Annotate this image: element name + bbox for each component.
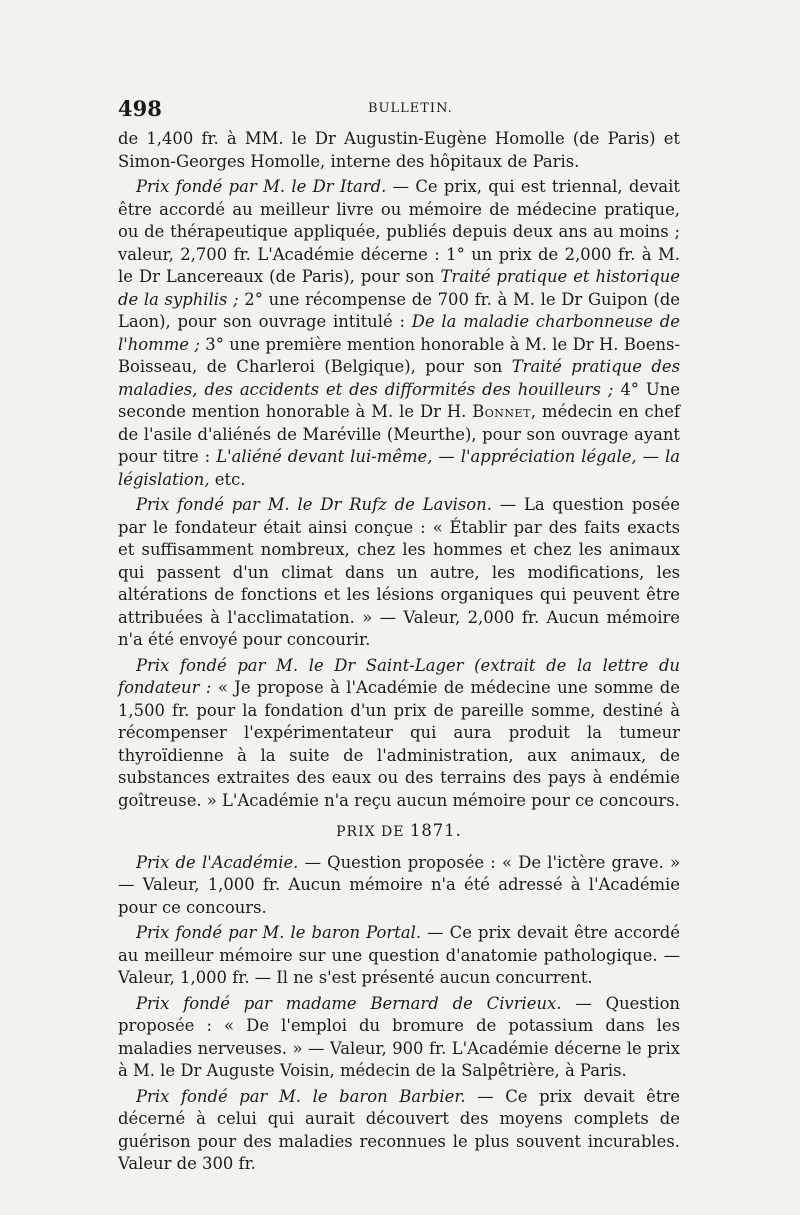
- section-heading: [118, 820, 680, 844]
- italic-text: L'aliéné devant lui-même, — l'appréciation légale, — la législation,: [118, 447, 681, 489]
- paragraph: [118, 852, 680, 920]
- section-heading-label: PRIX DE: [336, 824, 405, 840]
- smallcaps-text: Bonnet: [472, 402, 531, 421]
- paragraph: [118, 128, 680, 173]
- paragraph: [118, 655, 680, 813]
- text-segment: — Ce prix devait être accordé au meilleur mémoire sur une question d'anatomie pathologique. — Valeur, 1,000 fr. — Il ne s'est présenté aucun concurrent.: [118, 923, 680, 987]
- text-segment: — La question posée par le fondateur était ainsi conçue : « Établir par des faits exacts et suffisamment nombreux, chez les hommes et chez les animaux qui passent d'un climat dans un autre, les modifications, les altérations de fonctions et les lésions organiques qui peuvent être attribuées à l'acclimatation. » — Valeur, 2,000 fr. Aucun mémoire n'a été envoyé pour concourir.: [118, 495, 680, 649]
- text-segment: — Question proposée : « De l'ictère grave. » — Valeur, 1,000 fr. Aucun mémoire n'a été adressé à l'Académie pour ce concours.: [118, 852, 680, 917]
- paragraph: [118, 494, 680, 652]
- italic-text: Traité pratique des maladies, des accidents et des difformités des houilleurs ;: [118, 357, 680, 399]
- italic-text: Prix fondé par M. le baron Barbier.: [136, 1086, 466, 1106]
- text-segment: « Je propose à l'Académie de médecine une somme de 1,500 fr. pour la fondation d'un prix de pareille somme, destiné à récompenser l'expérimentateur qui aura produit la tumeur thyroïdienne à la suite de l'administration, aux animaux, de substances extraites des eaux ou des terrains des pays à endémie goîtreuse. » L'Académie n'a reçu aucun mémoire pour ce concours.: [118, 678, 680, 810]
- paragraph: [118, 993, 680, 1083]
- text-segment: — Question proposée : « De l'emploi du bromure de potassium dans les maladies nerveuses. » — Valeur, 900 fr. L'Académie décerne le prix à M. le Dr Auguste Voisin, médecin de la Salpêtrière, à Paris.: [118, 993, 680, 1080]
- italic-text: Prix fondé par M. le Dr Saint-Lager (extrait de la lettre du fondateur :: [118, 655, 680, 697]
- text-segment: 4° Une seconde mention honorable à M. le Dr H.: [118, 379, 680, 421]
- text-segment: — Ce prix devait être décerné à celui qui aurait découvert des moyens complets de guérison pour des maladies reconnues le plus souvent incurables. Valeur de 300 fr.: [118, 1086, 680, 1173]
- page-number: 498: [118, 96, 162, 121]
- text-segment: de 1,400 fr. à MM. le Dr Augustin-Eugène Homolle (de Paris) et Simon-Georges Homolle, interne des hôpitaux de Paris.: [118, 129, 680, 171]
- running-title: BULLETIN.: [368, 101, 453, 116]
- italic-text: Prix fondé par M. le Dr Itard.: [136, 177, 387, 196]
- italic-text: De la maladie charbonneuse de l'homme ;: [118, 312, 680, 354]
- paragraph: [118, 1086, 680, 1176]
- paragraphs-after-heading: [118, 852, 680, 1176]
- text-segment: 3° une première mention honorable à M. le Dr H. Boens-Boisseau, de Charleroi (Belgique), pour son: [118, 334, 680, 376]
- italic-text: Prix de l'Académie.: [136, 852, 299, 872]
- paragraph: [118, 176, 680, 491]
- text-segment: 2° une récompense de 700 fr. à M. le Dr Guipon (de Laon), pour son ouvrage intitulé :: [118, 289, 681, 331]
- text-segment: etc.: [209, 469, 246, 489]
- paragraphs-before-heading: [118, 128, 680, 812]
- section-heading-year: 1871.: [409, 821, 462, 840]
- italic-text: Prix fondé par M. le Dr Rufz de Lavison.: [136, 495, 492, 514]
- italic-text: Prix fondé par M. le baron Portal.: [136, 923, 422, 942]
- paragraph: [118, 922, 680, 990]
- page-header: [118, 96, 678, 126]
- italic-text: Traité pratique et historique de la syphilis ;: [118, 267, 680, 309]
- text-segment: — Ce prix, qui est triennal, devait être accordé au meilleur livre ou mémoire de médecine pratique, ou de thérapeutique appliquée, publiés depuis deux ans au moins ; valeur, 2,700 fr. L'Académie décerne : 1° un prix de 2,000 fr. à M. le Dr Lancereaux (de Paris), pour son: [118, 177, 680, 286]
- italic-text: Prix fondé par madame Bernard de Civrieux.: [136, 993, 562, 1013]
- text-segment: , médecin en chef de l'asile d'aliénés de Maréville (Meurthe), pour son ouvrage ayant pour titre :: [118, 402, 681, 466]
- body-text: [118, 128, 680, 1176]
